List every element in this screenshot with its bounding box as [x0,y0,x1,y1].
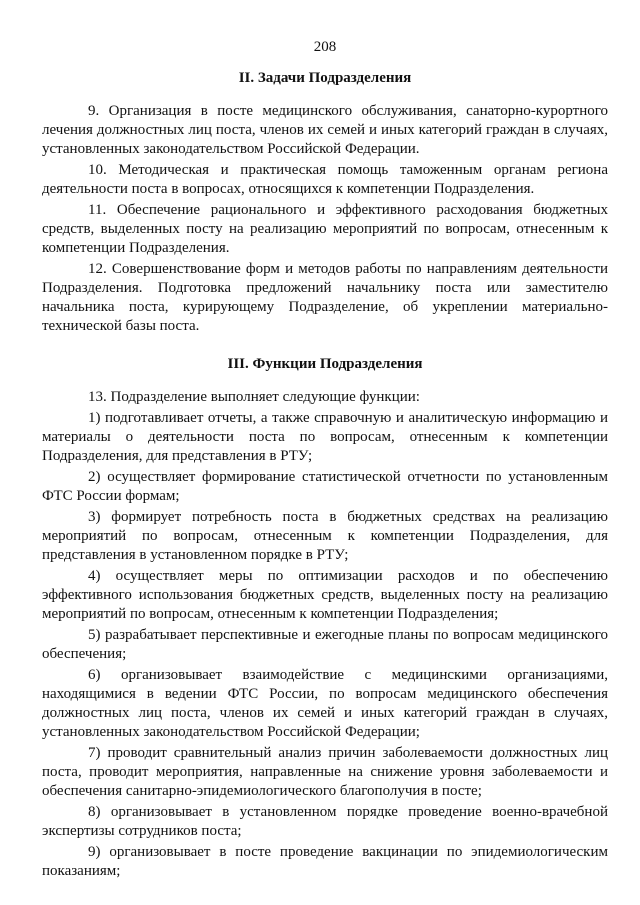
function-item-9: 9) организовывает в посте проведение вакцинации по эпидемиологическим показаниям; [42,844,608,879]
function-item-8: 8) организовывает в установленном порядке проведение военно-врачебной экспертизы сотрудников поста; [42,804,608,839]
paragraph-9: 9. Организация в посте медицинского обслуживания, санаторно-курортного лечения должностных лиц поста, членов их семей и иных категорий граждан в случаях, установленных законодательством Российской Федерации. [42,103,608,157]
section-heading-functions: III. Функции Подразделения [227,356,423,372]
paragraph-12: 12. Совершенствование форм и методов работы по направлениям деятельности Подразделения. Подготовка предложений начальнику поста или заместителю начальника поста, курирующему Подразделение, об укреплении материально-технической базы поста. [42,261,608,334]
section-tasks [42,69,608,336]
page-number: 208 [313,39,337,55]
function-item-1: 1) подготавливает отчеты, а также справочную и аналитическую информацию и материалы о деятельности поста по вопросам, отнесенным к компетенции Подразделения, для представления в РТУ; [42,410,608,464]
section-functions [42,355,608,881]
function-item-6: 6) организовывает взаимодействие с медицинскими организациями, находящимися в ведении ФТС России, по вопросам медицинского обеспечения должностных лиц поста, членов их семей и иных категорий граждан в случаях, установленных законодательством Российской Федерации; [42,667,608,740]
function-item-4: 4) осуществляет меры по оптимизации расходов и по обеспечению эффективного использования бюджетных средств, выделенных посту на реализацию мероприятий по вопросам, отнесенным к компетенции Подразделения; [42,568,608,622]
section-heading-tasks: II. Задачи Подразделения [238,70,412,86]
paragraph-13: 13. Подразделение выполняет следующие функции: [88,389,420,405]
function-item-7: 7) проводит сравнительный анализ причин заболеваемости должностных лиц поста, проводит мероприятия, направленные на снижение уровня заболеваемости и обеспечения санитарно-эпидемиологического благополучия в посте; [42,745,608,799]
function-item-3: 3) формирует потребность поста в бюджетных средствах на реализацию мероприятий по вопросам, отнесенным к компетенции Подразделения, для представления в установленном порядке в РТУ; [42,509,608,563]
paragraph-11: 11. Обеспечение рационального и эффективного расходования бюджетных средств, выделенных посту на реализацию мероприятий по вопросам, отнесенным к компетенции Подразделения. [42,202,608,256]
paragraph-10: 10. Методическая и практическая помощь таможенным органам региона деятельности поста в вопросах, относящихся к компетенции Подразделения. [42,162,608,197]
function-item-5: 5) разрабатывает перспективные и ежегодные планы по вопросам медицинского обеспечения; [42,627,608,662]
function-item-2: 2) осуществляет формирование статистической отчетности по установленным ФТС России формам; [42,469,608,504]
